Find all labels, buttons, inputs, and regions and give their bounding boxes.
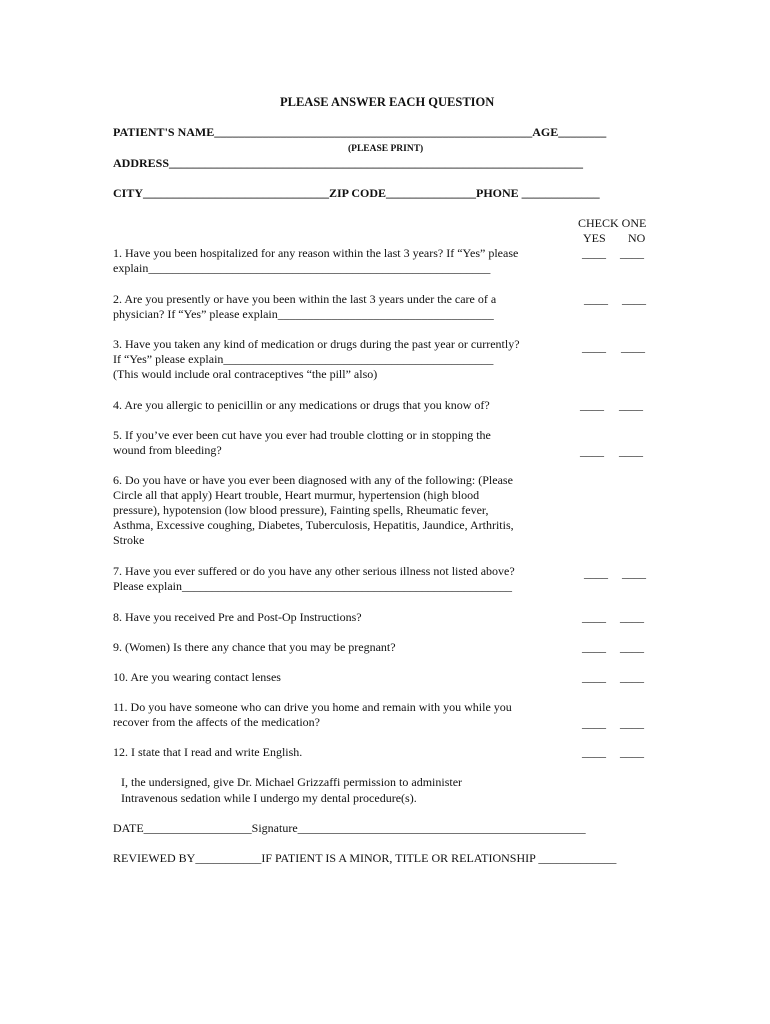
question-5-no-blank[interactable]: ____ [619, 444, 643, 458]
question-6-line: Circle all that apply) Heart trouble, Heart murmur, hypertension (high blood [113, 488, 480, 502]
question-11-line: recover from the affects of the medication? [113, 715, 321, 729]
question-3-line: 3. Have you taken any kind of medication or drugs during the past year or currently? [113, 337, 520, 351]
question-1-yes-blank[interactable]: ____ [582, 246, 606, 260]
consent-line-1: I, the undersigned, give Dr. Michael Grizzaffi permission to administer [121, 775, 463, 789]
question-3-no-blank[interactable]: ____ [621, 340, 645, 354]
question-12-line: 12. I state that I read and write English. [113, 745, 303, 759]
question-9-yes-blank[interactable]: ____ [582, 640, 606, 654]
question-1-no-blank[interactable]: ____ [620, 246, 644, 260]
patient-name-field[interactable]: PATIENT'S NAME_____________________________________________________AGE________ [113, 125, 607, 139]
question-5-line: wound from bleeding? [113, 443, 222, 457]
question-7-no-blank[interactable]: ____ [622, 566, 646, 580]
question-5-yes-blank[interactable]: ____ [580, 444, 604, 458]
question-10-yes-blank[interactable]: ____ [582, 670, 606, 684]
question-7-line: Please explain_______________________________________________________ [113, 579, 512, 593]
no-column-label: NO [628, 231, 646, 245]
please-print-note: (PLEASE PRINT) [348, 144, 424, 154]
yes-column-label: YES [583, 231, 606, 245]
question-10-line: 10. Are you wearing contact lenses [113, 670, 281, 684]
question-12-no-blank[interactable]: ____ [620, 745, 644, 759]
question-2-no-blank[interactable]: ____ [622, 292, 646, 306]
question-4-line: 4. Are you allergic to penicillin or any medications or drugs that you know of? [113, 398, 490, 412]
question-6-line: Asthma, Excessive coughing, Diabetes, Tuberculosis, Hepatitis, Jaundice, Arthritis, [113, 518, 514, 532]
date-signature-field[interactable]: DATE__________________Signature________________________________________________ [113, 821, 586, 835]
question-3-line: (This would include oral contraceptives “the pill” also) [113, 367, 378, 381]
question-8-no-blank[interactable]: ____ [620, 610, 644, 624]
question-2-yes-blank[interactable]: ____ [584, 292, 608, 306]
consent-line-2: Intravenous sedation while I undergo my dental procedure(s). [121, 791, 417, 805]
address-field[interactable]: ADDRESS_____________________________________________________________________ [113, 156, 584, 170]
question-11-yes-blank[interactable]: ____ [582, 716, 606, 730]
question-2-line: 2. Are you presently or have you been within the last 3 years under the care of a [113, 292, 497, 306]
question-11-line: 11. Do you have someone who can drive you home and remain with you while you [113, 700, 512, 714]
city-zip-phone-field[interactable]: CITY_______________________________ZIP CODE_______________PHONE _____________ [113, 186, 600, 200]
question-9-no-blank[interactable]: ____ [620, 640, 644, 654]
question-6-line: Stroke [113, 533, 145, 547]
question-12-yes-blank[interactable]: ____ [582, 745, 606, 759]
question-7-line: 7. Have you ever suffered or do you have any other serious illness not listed above? [113, 564, 515, 578]
question-9-line: 9. (Women) Is there any chance that you may be pregnant? [113, 640, 396, 654]
question-4-yes-blank[interactable]: ____ [580, 398, 604, 412]
question-4-no-blank[interactable]: ____ [619, 398, 643, 412]
form-title: PLEASE ANSWER EACH QUESTION [280, 95, 495, 109]
question-6-line: pressure), hypotension (low blood pressure), Fainting spells, Rheumatic fever, [113, 503, 489, 517]
question-3-yes-blank[interactable]: ____ [582, 340, 606, 354]
question-3-line: If “Yes” please explain_____________________________________________ [113, 352, 494, 366]
question-2-line: physician? If “Yes” please explain____________________________________ [113, 307, 494, 321]
check-one-header: CHECK ONE [578, 216, 647, 230]
question-7-yes-blank[interactable]: ____ [584, 566, 608, 580]
question-6-line: 6. Do you have or have you ever been diagnosed with any of the following: (Please [113, 473, 513, 487]
question-5-line: 5. If you’ve ever been cut have you ever had trouble clotting or in stopping the [113, 428, 491, 442]
question-8-yes-blank[interactable]: ____ [582, 610, 606, 624]
question-8-line: 8. Have you received Pre and Post-Op Instructions? [113, 610, 362, 624]
question-1-line: 1. Have you been hospitalized for any reason within the last 3 years? If “Yes” please [113, 246, 519, 260]
reviewed-by-field[interactable]: REVIEWED BY___________IF PATIENT IS A MINOR, TITLE OR RELATIONSHIP _____________ [113, 851, 617, 865]
question-1-line: explain_________________________________________________________ [113, 261, 491, 275]
question-10-no-blank[interactable]: ____ [620, 670, 644, 684]
question-11-no-blank[interactable]: ____ [620, 716, 644, 730]
